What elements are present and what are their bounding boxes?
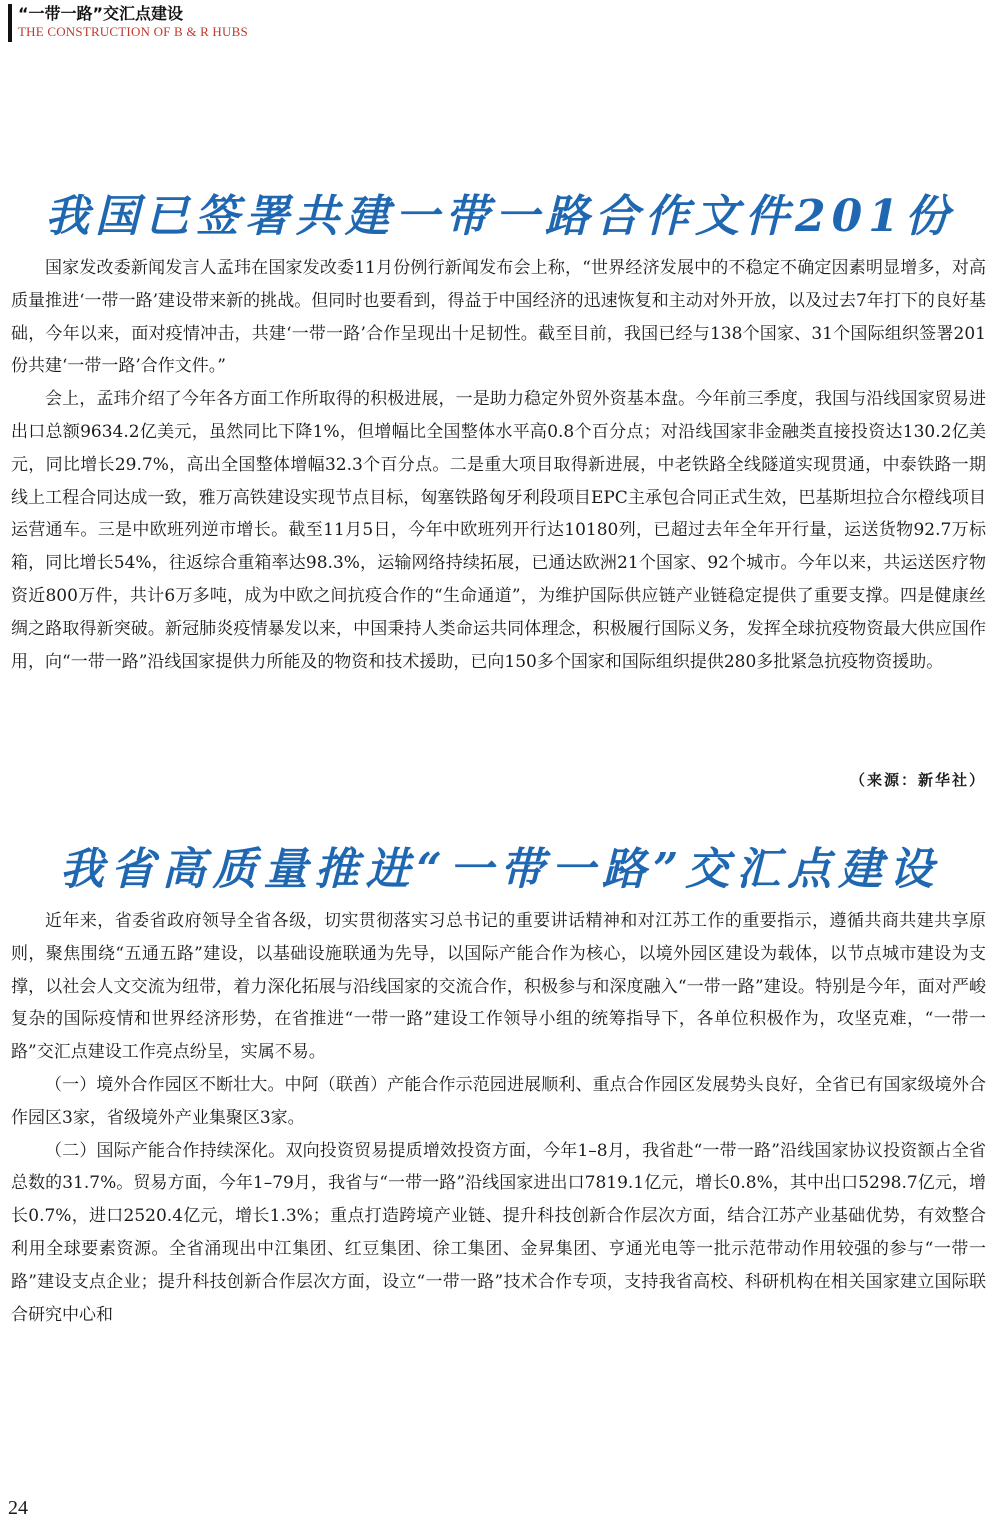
page-number: 24	[8, 1497, 28, 1519]
running-header	[8, 4, 248, 42]
article1-title: 我国已签署共建一带一路合作文件201份	[45, 191, 955, 242]
article2-paragraph-2: （一）境外合作园区不断壮大。中阿（联酋）产能合作示范园进展顺利、重点合作园区发展势头良好，全省已有国家级境外合作园区3家，省级境外产业集聚区3家。	[11, 1074, 986, 1128]
header-title-cn: “一带一路”交汇点建设	[18, 4, 184, 23]
article2-paragraph-1: 近年来，省委省政府领导全省各级，切实贯彻落实习总书记的重要讲话精神和对江苏工作的重要指示，遵循共商共建共享原则，聚焦围绕“五通五路”建设，以基础设施联通为先导，以国际产能合作为核心，以境外园区建设为载体，以节点城市建设为支撑，以社会人文交流为纽带，着力深化拓展与沿线国家的交流合作，积极参与和深度融入“一带一路”建设。特别是今年，面对严峻复杂的国际疫情和世界经济形势，在省推进“一带一路”建设工作领导小组的统筹指导下，各单位积极作为，攻坚克难，“一带一路”交汇点建设工作亮点纷呈，实属不易。	[11, 911, 986, 1063]
article2-body	[11, 905, 986, 1331]
header-rule	[8, 4, 12, 42]
article2-title: 我省高质量推进“一带一路”交汇点建设	[59, 844, 941, 895]
article1-body	[11, 252, 986, 678]
article2-paragraph-3: （二）国际产能合作持续深化。双向投资贸易提质增效投资方面，今年1–8月，我省赴“一带一路”沿线国家协议投资额占全省总数的31.7%。贸易方面，今年1–79月，我省与“一带一路”沿线国家进出口7819.1亿元，增长0.8%，其中出口5298.7亿元，增长0.7%，进口2520.4亿元，增长1.3%；重点打造跨境产业链、提升科技创新合作层次方面，结合江苏产业基础优势，有效整合利用全球要素资源。全省涌现出中江集团、红豆集团、徐工集团、金昇集团、亨通光电等一批示范带动作用较强的参与“一带一路”建设支点企业；提升科技创新合作层次方面，设立“一带一路”技术合作专项，支持我省高校、科研机构在相关国家建立国际联合研究中心和	[11, 1140, 986, 1325]
article1-paragraph-2: 会上，孟玮介绍了今年各方面工作所取得的积极进展，一是助力稳定外贸外资基本盘。今年前三季度，我国与沿线国家贸易进出口总额9634.2亿美元，虽然同比下降1%，但增幅比全国整体水平高0.8个百分点；对沿线国家非金融类直接投资达130.2亿美元，同比增长29.7%，高出全国整体增幅32.3个百分点。二是重大项目取得新进展，中老铁路全线隧道实现贯通，中泰铁路一期线上工程合同达成一致，雅万高铁建设实现节点目标，匈塞铁路匈牙利段项目EPC主承包合同正式生效，巴基斯坦拉合尔橙线项目运营通车。三是中欧班列逆市增长。截至11月5日，今年中欧班列开行达10180列，已超过去年全年开行量，运送货物92.7万标箱，同比增长54%，往返综合重箱率达98.3%，运输网络持续拓展，已通达欧洲21个国家、92个城市。今年以来，共运送医疗物资近800万件，共计6万多吨，成为中欧之间抗疫合作的“生命通道”，为维护国际供应链产业链稳定提供了重要支撑。四是健康丝绸之路取得新突破。新冠肺炎疫情暴发以来，中国秉持人类命运共同体理念，积极履行国际义务，发挥全球抗疫物资最大供应国作用，向“一带一路”沿线国家提供力所能及的物资和技术援助，已向150多个国家和国际组织提供280多批紧急抗疫物资援助。	[11, 389, 986, 672]
article1-paragraph-1: 国家发改委新闻发言人孟玮在国家发改委11月份例行新闻发布会上称，“世界经济发展中的不稳定不确定因素明显增多，对高质量推进‘一带一路’建设带来新的挑战。但同时也要看到，得益于中国经济的迅速恢复和主动对外开放，以及过去7年打下的良好基础，今年以来，面对疫情冲击，共建‘一带一路’合作呈现出十足韧性。截至目前，我国已经与138个国家、31个国际组织签署201份共建‘一带一路’合作文件。”	[11, 258, 986, 377]
article1-source: （来源：新华社）	[849, 771, 986, 789]
header-title-en: THE CONSTRUCTION OF B & R HUBS	[18, 24, 248, 39]
